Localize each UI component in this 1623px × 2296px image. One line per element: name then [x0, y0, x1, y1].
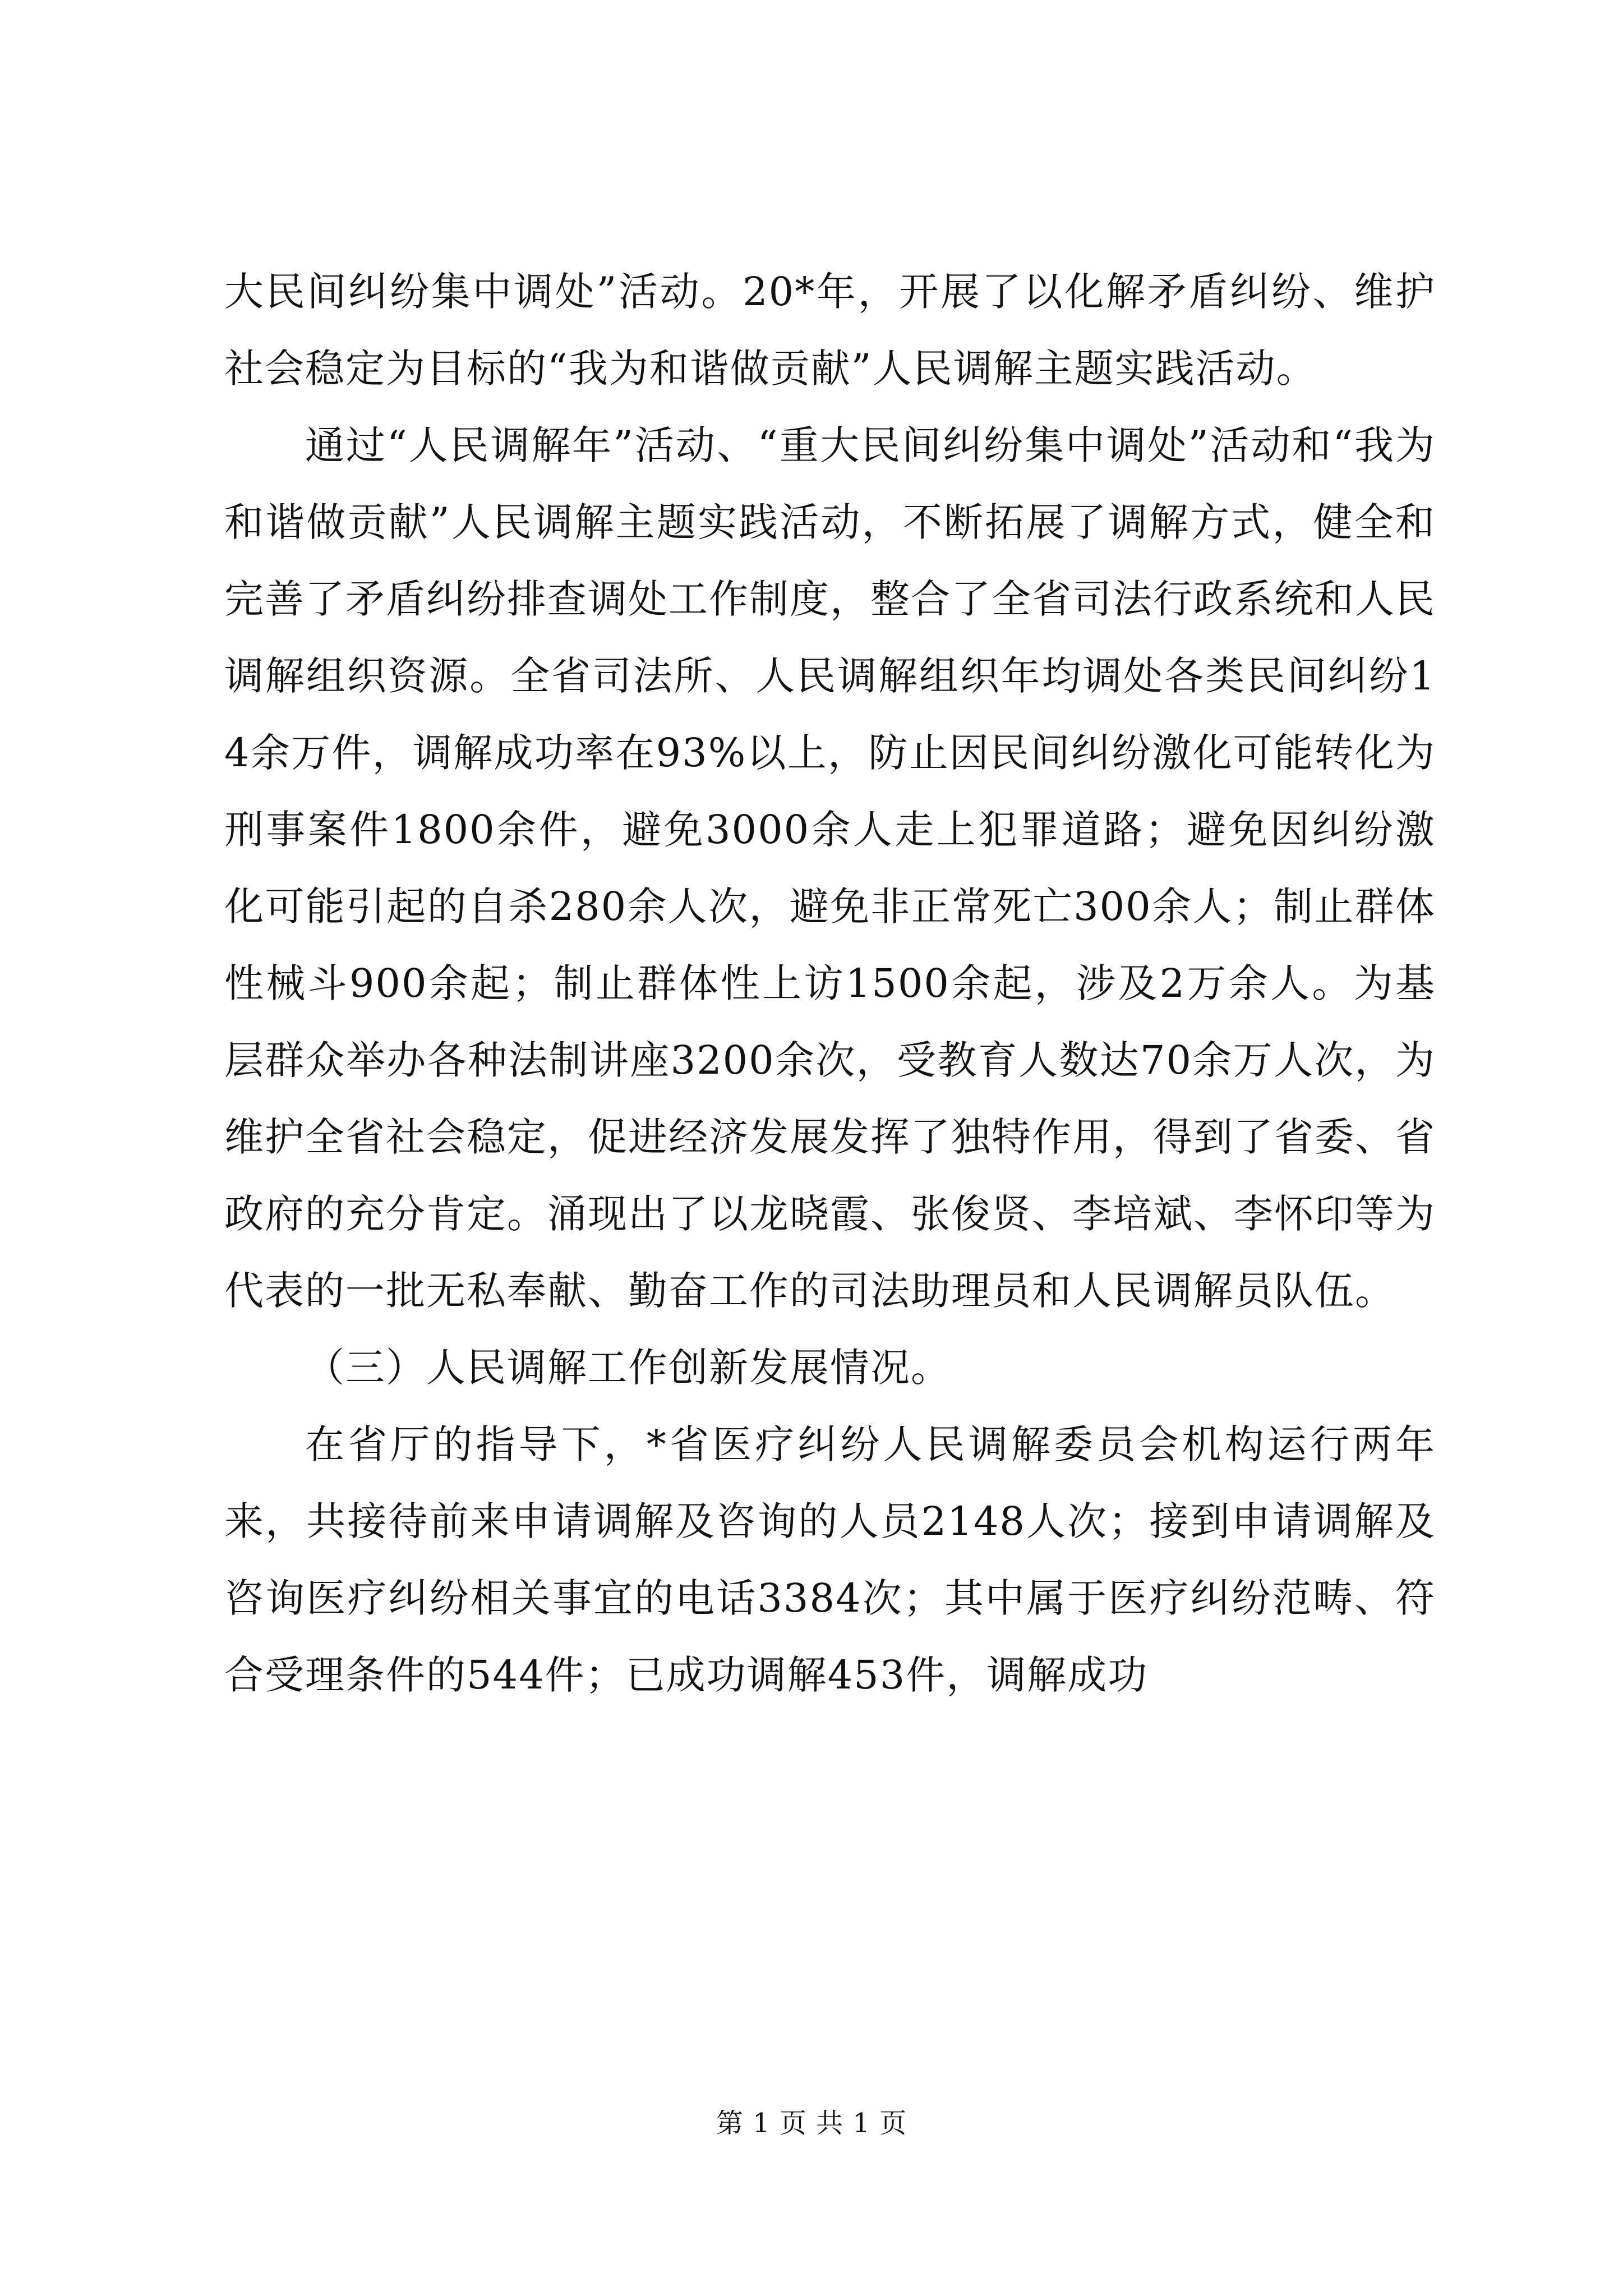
section-heading: （三）人民调解工作创新发展情况。	[305, 1345, 951, 1391]
paragraph-mediation-results: 通过“人民调解年”活动、“重大民间纠纷集中调处”活动和“我为和谐做贡献”人民调解主题实践活动，不断拓展了调解方式，健全和完善了矛盾纠纷排查调处工作制度，整合了全省司法行政系统和人民调解组织资源。全省司法所、人民调解组织年均调处各类民间纠纷14余万件，调解成功率在93%以上，防止因民间纠纷激化可能转化为刑事案件1800余件，避免3000余人走上犯罪道路；避免因纠纷激化可能引起的自杀280余人次，避免非正常死亡300余人；制止群体性械斗900余起；制止群体性上访1500余起，涉及2万余人。为基层群众举办各种法制讲座3200余次，受教育人数达70余万人次，为维护全省社会稳定，促进经济发展发挥了独特作用，得到了省委、省政府的充分肯定。涌现出了以龙晓霞、张俊贤、李培斌、李怀印等为代表的一批无私奉献、勤奋工作的司法助理员和人民调解员队伍。	[224, 422, 1436, 1314]
document-body	[224, 254, 1436, 1714]
paragraph-medical-mediation: 在省厅的指导下，*省医疗纠纷人民调解委员会机构运行两年来，共接待前来申请调解及咨询的人员2148人次；接到申请调解及咨询医疗纠纷相关事宜的电话3384次；其中属于医疗纠纷范畴、符合受理条件的544件；已成功调解453件，调解成功	[224, 1421, 1436, 1698]
page-footer: 第 1 页 共 1 页	[716, 2108, 907, 2139]
paragraph-continuation: 大民间纠纷集中调处”活动。20*年，开展了以化解矛盾纠纷、维护社会稳定为目标的“我为和谐做贡献”人民调解主题实践活动。	[224, 269, 1436, 392]
